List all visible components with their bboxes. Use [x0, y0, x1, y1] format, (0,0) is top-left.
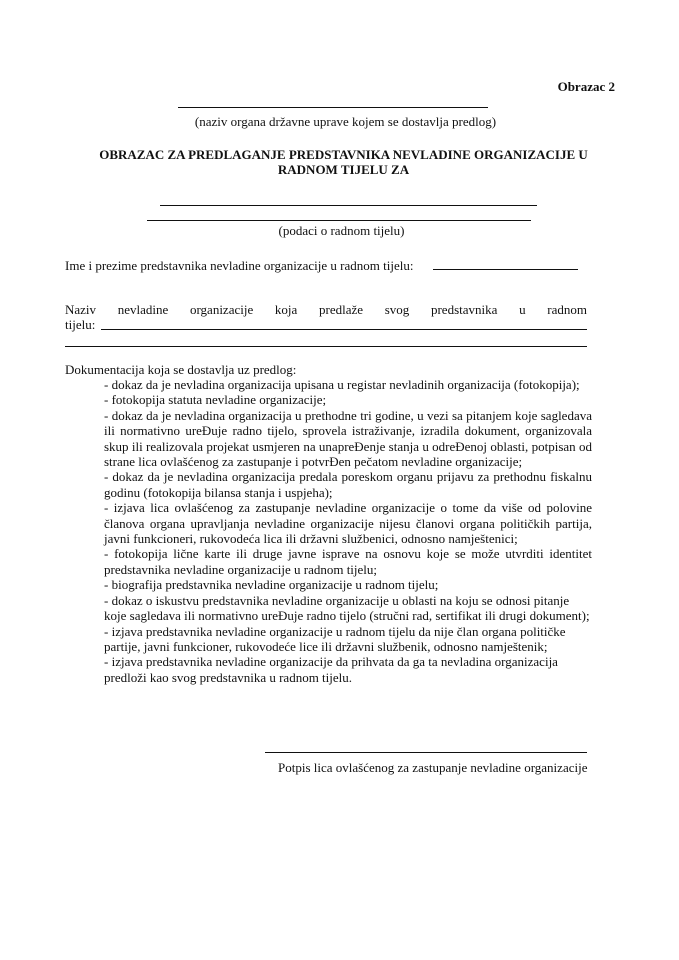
- title-line-2: RADNOM TIJELU ZA: [277, 162, 410, 177]
- ngo-name-blank-2: [65, 346, 587, 347]
- docs-item: - biografija predstavnika nevladine organizacije u radnom tijelu;: [104, 577, 439, 593]
- body-blank-1: [160, 205, 537, 206]
- organ-caption: (naziv organa državne uprave kojem se dostavlja predlog): [194, 114, 497, 129]
- docs-item: - dokaz o iskustvu predstavnika nevladine organizacije u oblasti na koju se odnosi pitanje koje sagledava ili normativno ureĐuje radno tijelo (stručni rad, sertifikat ili drugi dokument);: [104, 592, 590, 624]
- docs-item: - fotokopija lične karte ili druge javne isprave na osnovu koje se može utvrditi identitet predstavnika nevladine organizacije u radnom tijelu;: [104, 546, 592, 577]
- signature-caption: Potpis lica ovlašćenog za zastupanje nevladine organizacije: [278, 760, 588, 775]
- docs-item: - izjava lica ovlašćenog za zastupanje nevladine organizacije o tome da više od polovine članova organa upravljanja nevladine organizacije nijesu članovi organa političkih partija, javni funkcioneri, rukovodeća lica ili državni službenici, odnosno namještenici;: [104, 500, 592, 547]
- body-caption: (podaci o radnom tijelu): [278, 223, 405, 238]
- organ-name-blank: [178, 107, 488, 108]
- ngo-label-line-2: tijelu:: [65, 317, 96, 332]
- ngo-label-line-1: Naziv nevladine organizacije koja predlaže svog predstavnika u radnom: [65, 302, 587, 317]
- docs-item: - dokaz da je nevladina organizacija upisana u registar nevladinih organizacija (fotokopija);: [104, 377, 580, 392]
- form-number: Obrazac 2: [557, 79, 615, 94]
- ngo-name-blank-1: [101, 329, 587, 330]
- body-blank-2: [147, 220, 531, 221]
- representative-name-blank: [433, 269, 578, 270]
- docs-item: - izjava predstavnika nevladine organizacije u radnom tijelu da nije član organa političke partije, javni funkcioner, rukovodeće lice ili državni službenik, odnosno namještenik;: [104, 623, 566, 654]
- docs-item: - fotokopija statuta nevladine organizacije;: [104, 392, 327, 408]
- docs-item: - dokaz da je nevladina organizacija u prethodne tri godine, u vezi sa pitanjem koje sagledava ili normativno ureĐuje radno tijelo, sprovela istraživanje, izradila dokument, organizovala skup ili realizovala projekat usmjeren na unapreĐenje stanja u odreĐenoj oblasti, potpisan od strane lica ovlašćenog za zastupanje i potvrĐen pečatom nevladine organizacije;: [104, 407, 592, 470]
- signature-blank: [265, 752, 587, 753]
- docs-heading: Dokumentacija koja se dostavlja uz predlog:: [65, 362, 297, 377]
- title-line-1: OBRAZAC ZA PREDLAGANJE PREDSTAVNIKA NEVLADINE ORGANIZACIJE U: [99, 147, 588, 162]
- docs-item: - dokaz da je nevladina organizacija predala poreskom organu prijavu za prethodnu fiskalnu godinu (fotokopija bilansa stanja i uspjeha);: [104, 469, 592, 500]
- representative-label: Ime i prezime predstavnika nevladine organizacije u radnom tijelu:: [65, 258, 414, 273]
- docs-item: - izjava predstavnika nevladine organizacije da prihvata da ga ta nevladina organizacija predloži kao svog predstavnika u radnom tijelu.: [104, 654, 558, 685]
- docs-list: [104, 377, 592, 685]
